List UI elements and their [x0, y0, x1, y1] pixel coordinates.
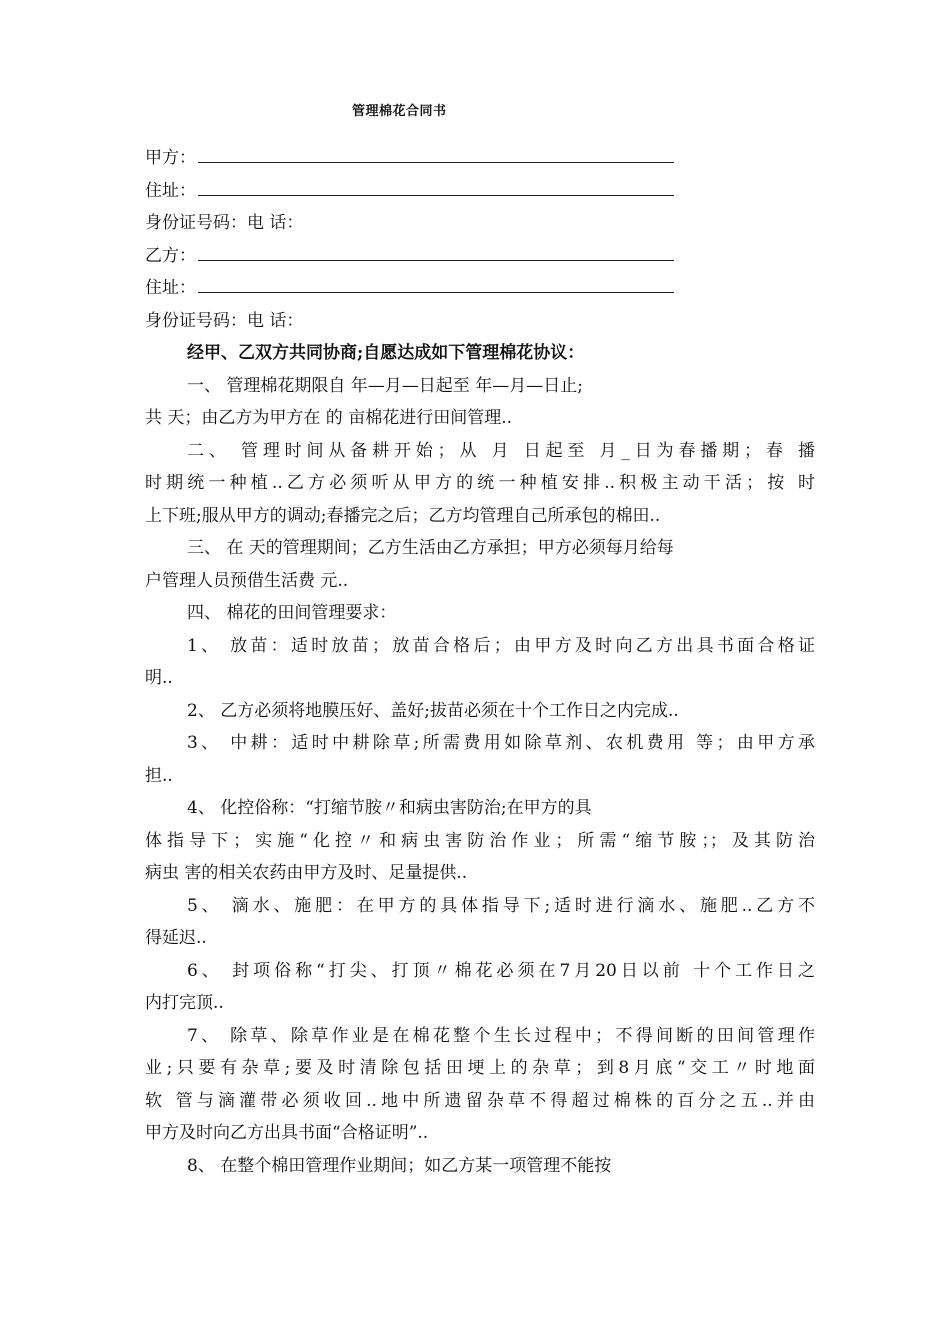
party-b-name-blank — [198, 240, 674, 261]
clause-line: 上下班;服从甲方的调动;春播完之后；乙方均管理自己所承包的棉田.. — [145, 505, 661, 526]
clause-line: 3、 中耕：适时中耕除草;所需费用如除草剂、农机费用 等；由甲方承 — [187, 733, 815, 753]
clause-line: 共 天；由乙方为甲方在 的 亩棉花进行田间管理.. — [145, 408, 513, 428]
clause-line: 6、 封项俗称“打尖、打顶〃棉花必须在7月20日以前 十个工作日之 — [187, 960, 815, 981]
clause-line: 软 管与滴灌带必须收回..地中所遗留杂草不得超过棉株的百分之五..并由 — [145, 1090, 815, 1111]
clause-line: 1、 放苗：适时放苗；放苗合格后；由甲方及时向乙方出具书面合格证 — [187, 635, 815, 656]
party-b-address-label: 住址： — [145, 278, 196, 298]
clause-line: 8、 在整个棉田管理作业期间；如乙方某一项管理不能按 — [187, 1155, 612, 1176]
agreement-intro: 经甲、乙双方共同协商;自愿达成如下管理棉花协议： — [187, 343, 585, 363]
contract-clauses — [145, 370, 815, 1183]
clause-line: 担.. — [145, 765, 173, 786]
clause-line: 二、 管理时间从备耕开始；从 月 日起至 月_日为春播期；春 播 — [187, 440, 815, 461]
document-title: 管理棉花合同书 — [352, 104, 447, 119]
clause-line: 病虫 害的相关农药由甲方及时、足量提供.. — [145, 863, 468, 883]
contract-body — [145, 142, 815, 1182]
party-a-name-field — [145, 142, 815, 175]
clause-line: 时期统一种植..乙方必须听从甲方的统一种植安排..积极主动干活；按 时 — [145, 473, 815, 493]
party-b-id-phone: 身份证号码：电 话： — [145, 310, 304, 331]
clause-line: 业;只要有杂草;要及时清除包括田埂上的杂草；到8月底“交工〃时地面 — [145, 1058, 815, 1078]
clause-line: 明.. — [145, 668, 173, 688]
clause-line: 户管理人员预借生活费 元.. — [145, 570, 349, 591]
clause-line: 内打完顶.. — [145, 993, 224, 1013]
party-a-address-field — [145, 175, 815, 208]
party-a-address-label: 住址： — [145, 180, 196, 201]
party-a-address-blank — [198, 175, 674, 196]
clause-line: 四、 棉花的田间管理要求： — [187, 603, 397, 623]
party-a-name-label: 甲方： — [145, 148, 196, 168]
clause-line: 4、 化控俗称：“打缩节胺〃和病虫害防治;在甲方的具 — [187, 798, 592, 818]
clause-line: 2、 乙方必须将地膜压好、盖好;拔苗必须在十个工作日之内完成.. — [187, 700, 679, 721]
clause-line: 体指导下；实施“化控〃和病虫害防治作业；所需“缩节胺；；及其防治 — [145, 830, 815, 851]
party-a-name-blank — [198, 142, 674, 163]
clause-line: 一、 管理棉花期限自 年—月—日起至 年—月—日止; — [187, 375, 583, 396]
party-b-name-label: 乙方： — [145, 245, 196, 266]
clause-line: 三、 在 天的管理期间；乙方生活由乙方承担；甲方必须每月给每 — [187, 538, 674, 558]
clause-line: 7、 除草、除草作业是在棉花整个生长过程中；不得间断的田间管理作 — [187, 1025, 815, 1046]
clause-line: 得延迟.. — [145, 928, 207, 948]
clause-line: 甲方及时向乙方出具书面“合格证明”.. — [145, 1123, 429, 1143]
party-b-address-field — [145, 272, 815, 305]
party-b-name-field — [145, 240, 815, 273]
clause-line: 5、 滴水、施肥：在甲方的具体指导下;适时进行滴水、施肥..乙方不 — [187, 895, 815, 916]
party-b-address-blank — [198, 272, 674, 293]
party-a-id-phone: 身份证号码：电 话： — [145, 213, 304, 233]
